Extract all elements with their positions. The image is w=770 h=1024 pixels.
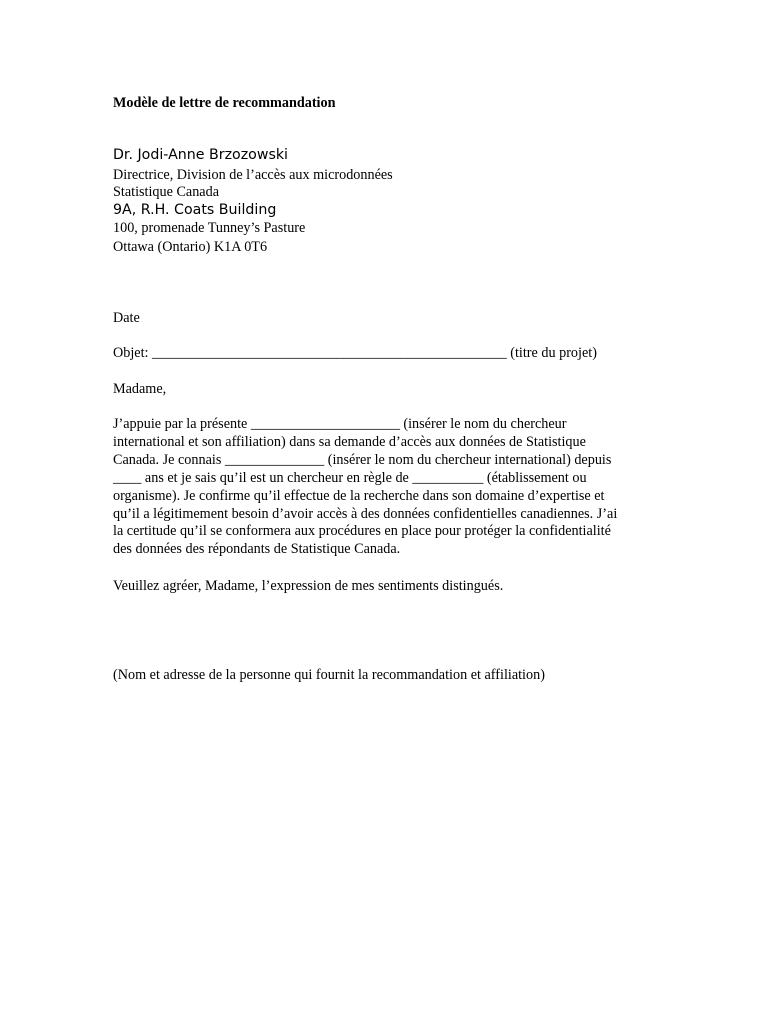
letter-title: Modèle de lettre de recommandation (113, 95, 336, 111)
body-line: organisme). Je confirme qu’il effectue de la recherche dans son domaine d’expertise et (113, 487, 605, 504)
body-line: J’appuie par la présente _____________________ (insérer le nom du chercheur (113, 416, 567, 432)
date-label: Date (113, 310, 140, 326)
recipient-name: Dr. Jodi-Anne Brzozowski (113, 147, 288, 163)
body-line: international et son affiliation) dans sa demande d’accès aux données de Statistique (113, 433, 586, 450)
salutation: Madame, (113, 381, 167, 397)
letter-body (113, 416, 673, 559)
body-line: ____ ans et je sais qu’il est un chercheur en règle de __________ (établissement ou (113, 469, 587, 486)
body-line: qu’il a légitimement besoin d’avoir accès à des données confidentielles canadiennes. J’ai (113, 505, 618, 522)
body-line: Canada. Je connais ______________ (insérer le nom du chercheur international) depuis (113, 451, 612, 468)
recipient-street: 100, promenade Tunney’s Pasture (113, 220, 306, 236)
recipient-position: Directrice, Division de l’accès aux microdonnées (113, 167, 393, 183)
body-line: des données des répondants de Statistique Canada. (113, 541, 401, 558)
body-line: la certitude qu’il se conformera aux procédures en place pour protéger la confidentialité (113, 523, 611, 540)
signature-placeholder: (Nom et adresse de la personne qui fournit la recommandation et affiliation) (113, 667, 545, 683)
recipient-city: Ottawa (Ontario) K1A 0T6 (113, 239, 268, 255)
subject-line: Objet: __________________________________________________ (titre du projet) (113, 345, 597, 361)
closing-line: Veuillez agréer, Madame, l’expression de mes sentiments distingués. (113, 578, 504, 594)
recipient-organization: Statistique Canada (113, 184, 219, 200)
recipient-building: 9A, R.H. Coats Building (113, 202, 277, 218)
